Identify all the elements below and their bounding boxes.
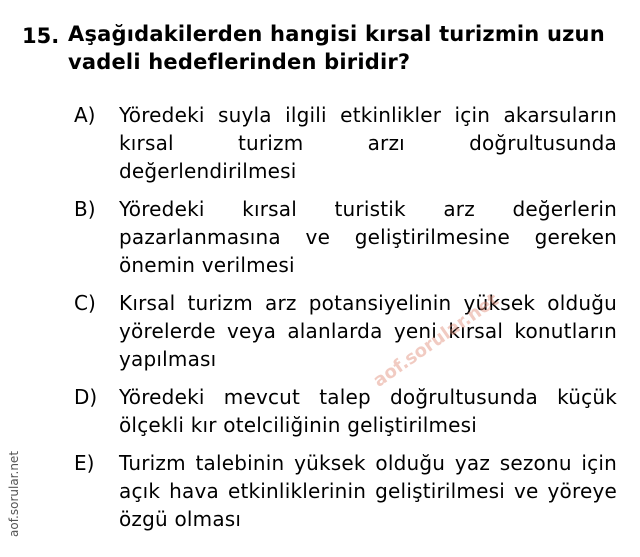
diagonal-watermark: aof.sorular.net bbox=[369, 289, 503, 392]
option-letter: E) bbox=[74, 451, 95, 475]
option-text: Yöredeki mevcut talep doğrultusunda küçük ölçekli kır otelciliğinin geliştirilmesi bbox=[119, 385, 617, 437]
option-text: Turizm talebinin yüksek olduğu yaz sezonu için açık hava etkinliklerinin geliştirilmesi ve yöreye özgü olması bbox=[119, 451, 617, 531]
option-text: Yöredeki kırsal turistik arz değerlerin pazarlanmasına ve geliştirilmesine gereken önemin verilmesi bbox=[119, 197, 617, 277]
option-letter: C) bbox=[74, 291, 96, 315]
option-letter: D) bbox=[74, 385, 98, 409]
option-letter: A) bbox=[74, 103, 96, 127]
question-stem: Aşağıdakilerden hangisi kırsal turizmin uzun vadeli hedeflerinden biridir? bbox=[68, 22, 605, 74]
option-text: Yöredeki suyla ilgili etkinlikler için akarsuların kırsal turizm arzı doğrultusunda değerlendirilmesi bbox=[119, 103, 617, 183]
option-letter: B) bbox=[74, 197, 96, 221]
side-watermark bbox=[0, 440, 20, 540]
question-number: 15. bbox=[22, 24, 60, 48]
option-text: Kırsal turizm arz potansiyelinin yüksek olduğu yörelerde veya alanlarda yeni kırsal konutların yapılması bbox=[119, 291, 617, 371]
side-watermark-text: aof.sorular.net bbox=[7, 450, 21, 537]
